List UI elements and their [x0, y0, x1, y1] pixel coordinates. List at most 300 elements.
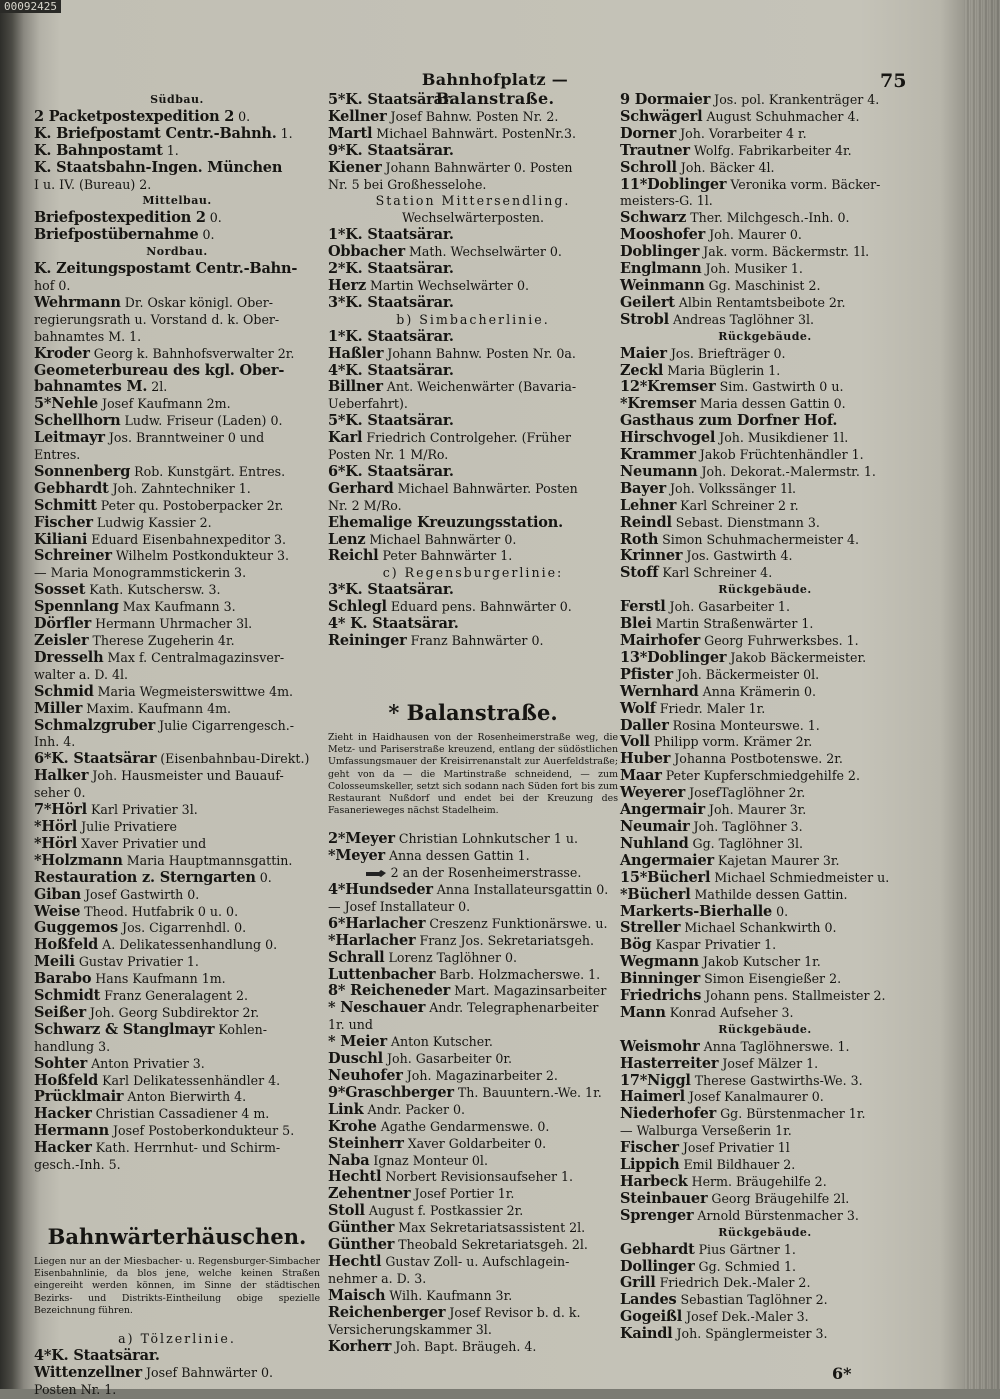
- entry-name: Krammer: [620, 446, 696, 464]
- directory-entry: [328, 1068, 618, 1085]
- entry-text: Rückgebäude.: [718, 583, 812, 597]
- entry-name: Gebhardt: [620, 1240, 695, 1258]
- directory-entry: [34, 1039, 320, 1056]
- entry-text: Joh. Hausmeister und Bauauf-: [88, 768, 284, 784]
- entry-text: Franz Generalagent 2.: [100, 988, 249, 1004]
- entry-name: K. Zeitungspostamt Centr.-Bahn-: [34, 260, 298, 278]
- entry-text: Simon Schuhmachermeister 4.: [658, 531, 860, 547]
- entry-name: Weyerer: [620, 784, 686, 802]
- directory-entry: [328, 831, 618, 848]
- page-number: 75: [880, 70, 907, 92]
- entry-text: Therese Zugeherin 4r.: [88, 633, 235, 648]
- entry-name: *Kremser: [620, 395, 696, 413]
- entry-text: Veronika vorm. Bäcker-: [726, 176, 881, 192]
- directory-entry: [620, 379, 910, 396]
- entry-text: Xaver Goldarbeiter 0.: [403, 1135, 547, 1151]
- directory-entry: [620, 109, 910, 126]
- entry-name: Wegmann: [620, 953, 699, 971]
- entry-name: Dörfler: [34, 615, 92, 633]
- directory-entry: [620, 92, 910, 109]
- entry-text: Lorenz Taglöhner 0.: [384, 949, 517, 965]
- directory-entry: [328, 515, 618, 532]
- directory-entry: [620, 1208, 910, 1225]
- directory-entry: [620, 447, 910, 464]
- directory-entry: [620, 430, 910, 447]
- directory-entry: [34, 937, 320, 954]
- entry-name: Kroder: [34, 344, 90, 362]
- directory-entry: [620, 887, 910, 904]
- entry-text: Entres.: [34, 447, 81, 463]
- directory-entry: [328, 983, 618, 1000]
- directory-entry: [620, 1292, 910, 1309]
- directory-entry: [328, 498, 618, 515]
- entry-text: Josef Postoberkondukteur 5.: [109, 1123, 295, 1139]
- entry-text: Max f. Centralmagazinsver-: [103, 649, 285, 665]
- entry-text: Maria dessen Gattin 0.: [695, 396, 846, 412]
- entry-name: Niederhofer: [620, 1105, 717, 1123]
- entry-text: Christian Lohnkutscher 1 u.: [394, 831, 579, 847]
- entry-name: Günther: [328, 1236, 395, 1254]
- directory-entry: [328, 193, 618, 210]
- entry-text: Rückgebäude.: [718, 1225, 812, 1239]
- entry-name: Kaindl: [620, 1325, 673, 1343]
- entry-name: 15*Bücherl: [620, 868, 711, 886]
- entry-name: Sohter: [34, 1054, 88, 1072]
- directory-entry: [34, 785, 320, 802]
- entry-text: Station Mittersendling.: [375, 193, 571, 209]
- directory-entry: [328, 396, 618, 413]
- directory-entry: [328, 1339, 618, 1356]
- entry-text: 1r. und: [328, 1017, 373, 1033]
- entry-name: Link: [328, 1100, 364, 1118]
- directory-entry: [620, 684, 910, 701]
- directory-entry: [620, 143, 910, 160]
- entry-name: Wehrmann: [34, 293, 121, 311]
- directory-entry: [620, 1326, 910, 1343]
- entry-text: Joh. Dekorat.-Malermstr. 1.: [697, 463, 876, 479]
- directory-entry: [620, 1039, 910, 1056]
- entry-name: Geometerbureau des kgl. Ober-: [34, 361, 285, 379]
- entry-text: Pius Gärtner 1.: [694, 1241, 796, 1257]
- entry-name: Pfister: [620, 665, 673, 683]
- entry-text: Eduard Eisenbahnexpeditor 3.: [87, 531, 287, 547]
- entry-name: 2 Packetpostexpedition 2: [34, 107, 235, 125]
- signature-mark: 6*: [832, 1364, 852, 1383]
- entry-name: Hermann: [34, 1122, 109, 1140]
- directory-entry: [620, 363, 910, 380]
- entry-name: Reindl: [620, 513, 672, 531]
- entry-name: Schwarz: [620, 209, 687, 227]
- entry-text: Johann pens. Stallmeister 2.: [701, 988, 886, 1004]
- entry-name: 12*Kremser: [620, 378, 716, 396]
- directory-entry: [620, 193, 910, 210]
- entry-text: Joh. Spänglermeister 3.: [672, 1326, 828, 1342]
- entry-name: Grill: [620, 1274, 656, 1292]
- entry-name: Maar: [620, 767, 662, 785]
- entry-name: Bayer: [620, 479, 666, 497]
- entry-name: Mooshofer: [620, 226, 706, 244]
- directory-entry: [620, 734, 910, 751]
- entry-name: Strobl: [620, 310, 669, 328]
- entry-name: Mann: [620, 1003, 666, 1021]
- directory-entry: [34, 1365, 320, 1382]
- entry-name: Doblinger: [620, 243, 700, 261]
- entry-name: Duschl: [328, 1050, 383, 1068]
- entry-text: Martin Wechselwärter 0.: [366, 277, 529, 293]
- directory-entry: [328, 244, 618, 261]
- entry-name: Dorner: [620, 124, 677, 142]
- entry-name: Englmann: [620, 260, 702, 278]
- entry-text: 0.: [234, 108, 251, 124]
- entry-text: Kajetan Maurer 3r.: [713, 852, 840, 868]
- directory-entry: [34, 1348, 320, 1365]
- directory-entry: [620, 1309, 910, 1326]
- directory-entry: [328, 848, 618, 865]
- directory-entry: [620, 261, 910, 278]
- entry-text: Rückgebäude.: [718, 329, 812, 343]
- entry-name: Maier: [620, 344, 667, 362]
- entry-text: c) Regensburgerlinie:: [382, 565, 564, 581]
- entry-name: Herz: [328, 276, 366, 294]
- directory-entry: [34, 853, 320, 870]
- directory-entry: [620, 1089, 910, 1106]
- entry-text: Philipp vorm. Krämer 2r.: [649, 734, 813, 750]
- entry-text: Ant. Weichenwärter (Bavaria-: [382, 379, 577, 395]
- entry-text: Joh. Bapt. Bräugeh. 4.: [391, 1338, 537, 1354]
- entry-text: Kath. Kutschersw. 3.: [85, 582, 221, 598]
- entry-text: Th. Bauuntern.-We. 1r.: [453, 1084, 602, 1100]
- directory-entry: [620, 1056, 910, 1073]
- entry-text: 2l.: [147, 379, 168, 395]
- entry-text: Math. Wechselwärter 0.: [404, 244, 562, 260]
- directory-entry: [328, 967, 618, 984]
- entry-text: regierungsrath u. Vorstand d. k. Ober-: [34, 311, 280, 327]
- directory-entry: [34, 481, 320, 498]
- entry-text: Jos. pol. Krankenträger 4.: [710, 92, 880, 107]
- entry-text: Ludw. Friseur (Laden) 0.: [120, 413, 283, 429]
- entry-text: — Maria Monogrammstickerin 3.: [34, 565, 247, 581]
- entry-text: 0.: [205, 210, 222, 226]
- pointing-hand-icon: [365, 869, 387, 879]
- entry-name: Kiener: [328, 158, 382, 176]
- entry-name: Billner: [328, 378, 383, 396]
- entry-name: Dollinger: [620, 1257, 695, 1275]
- column-2: [328, 92, 618, 1355]
- entry-name: Sonnenberg: [34, 462, 131, 480]
- entry-text: Josef Revisor b. d. k.: [445, 1304, 581, 1320]
- entry-text: hof 0.: [34, 277, 71, 293]
- entry-text: Simon Eisengießer 2.: [700, 971, 842, 987]
- entry-text: Julie Cigarrengesch.-: [155, 717, 294, 733]
- subsection-label: [620, 582, 910, 599]
- entry-name: Maisch: [328, 1286, 386, 1304]
- entry-name: Hasterreiter: [620, 1054, 719, 1072]
- directory-entry: [620, 532, 910, 549]
- entry-name: Ferstl: [620, 598, 666, 616]
- entry-text: Norbert Revisionsaufseher 1.: [381, 1169, 574, 1185]
- entry-text: walter a. D. 4l.: [34, 666, 129, 682]
- entry-text: a) Tölzerlinie.: [118, 1331, 236, 1347]
- entry-name: Gasthaus zum Dorfner Hof.: [620, 412, 838, 430]
- directory-entry: [620, 633, 910, 650]
- directory-entry: [328, 278, 618, 295]
- entry-text: Michael Bahnwärter 0.: [365, 531, 517, 547]
- directory-entry: [328, 899, 618, 916]
- entry-text: Creszenz Funktionärswe. u.: [425, 915, 608, 931]
- entry-name: 4*K. Staatsärar.: [34, 1346, 160, 1364]
- entry-text: Martin Straßenwärter 1.: [651, 616, 814, 632]
- entry-text: Joh. Volkssänger 1l.: [665, 480, 797, 496]
- entry-name: 1*K. Staatsärar.: [328, 226, 454, 244]
- entry-text: Arnold Bürstenmacher 3.: [693, 1207, 859, 1223]
- entry-text: Joh. Bäckermeister 0l.: [672, 666, 820, 682]
- spacer: [328, 650, 618, 690]
- entry-text: Friedrich Controlgeher. (Früher: [362, 430, 571, 446]
- entry-text: Gustav Zoll- u. Aufschlagein-: [381, 1253, 570, 1269]
- entry-text: Johann Bahnwärter 0. Posten: [381, 159, 573, 175]
- entry-name: * Neschauer: [328, 999, 426, 1017]
- entry-text: Jak. vorm. Bäckermstr. 1l.: [699, 244, 870, 260]
- directory-entry: [328, 1017, 618, 1034]
- entry-name: Weise: [34, 902, 81, 920]
- directory-entry: [328, 329, 618, 346]
- directory-entry: [620, 836, 910, 853]
- directory-entry: [328, 882, 618, 899]
- entry-text: Ludwig Kassier 2.: [92, 514, 212, 530]
- entry-name: 4*K. Staatsärar.: [328, 361, 454, 379]
- entry-name: Reichl: [328, 547, 379, 565]
- entry-name: Voll: [620, 733, 650, 751]
- entry-text: Wechselwärterposten.: [401, 210, 545, 226]
- entry-name: 9*K. Staatsärar.: [328, 141, 454, 159]
- entry-text: Joh. Maurer 0.: [705, 227, 802, 243]
- entry-text: Nordbau.: [146, 245, 208, 259]
- entry-name: 11*Doblinger: [620, 175, 727, 193]
- entry-text: Joh. Musiker 1.: [701, 261, 803, 277]
- entry-text: b) Simbacherlinie.: [396, 311, 550, 327]
- subsection-label: [620, 1225, 910, 1242]
- entry-text: Anna Taglöhnerswe. 1.: [699, 1038, 850, 1054]
- entry-name: Schrall: [328, 948, 385, 966]
- entry-name: Zeisler: [34, 632, 89, 649]
- entry-name: Giban: [34, 885, 81, 903]
- entry-text: 0.: [198, 227, 215, 243]
- entry-text: Sebast. Dienstmann 3.: [671, 514, 820, 530]
- directory-entry: [620, 464, 910, 481]
- entry-name: Binninger: [620, 970, 701, 988]
- book-edge: [964, 0, 1000, 1389]
- entry-name: Hacker: [34, 1139, 92, 1157]
- directory-entry: [620, 346, 910, 363]
- directory-entry: [620, 768, 910, 785]
- directory-entry: [34, 650, 320, 667]
- entry-text: Hans Kaufmann 1m.: [91, 971, 226, 987]
- directory-entry: [620, 667, 910, 684]
- entry-name: Kiliani: [34, 530, 88, 548]
- entry-text: handlung 3.: [34, 1038, 111, 1054]
- entry-name: Trautner: [620, 141, 690, 159]
- entry-text: Rosina Monteurswe. 1.: [668, 717, 820, 733]
- directory-entry: [34, 396, 320, 413]
- entry-text: 0.: [772, 903, 789, 919]
- directory-entry: [620, 785, 910, 802]
- subsection-label: [34, 244, 320, 261]
- entry-text: Nr. 2 M/Ro.: [328, 497, 402, 513]
- entry-name: 17*Niggl: [620, 1071, 691, 1089]
- entry-text: Karl Schreiner 4.: [658, 565, 773, 581]
- entry-text: Josef Gastwirth 0.: [80, 886, 200, 902]
- directory-entry: [34, 802, 320, 819]
- directory-entry: [328, 413, 618, 430]
- entry-text: Michael Bahnwärt. PostenNr.3.: [372, 125, 577, 141]
- section-note: [328, 732, 618, 817]
- directory-entry: [328, 865, 618, 882]
- entry-name: Roth: [620, 530, 659, 548]
- entry-name: 9*Graschberger: [328, 1083, 454, 1101]
- entry-text: Anna dessen Gattin 1.: [384, 848, 530, 864]
- entry-text: Maria Wegmeisterswittwe 4m.: [93, 683, 294, 699]
- entry-name: Schmitt: [34, 496, 97, 514]
- entry-name: 3*K. Staatsärar.: [328, 293, 454, 311]
- entry-name: Briefpostübernahme: [34, 226, 199, 244]
- entry-name: Lippich: [620, 1156, 680, 1174]
- column-1: [34, 92, 320, 1399]
- subsection-label: [34, 193, 320, 210]
- directory-entry: [34, 430, 320, 447]
- entry-name: Spennlang: [34, 598, 119, 616]
- entry-text: Maxim. Kaufmann 4m.: [82, 700, 232, 716]
- entry-text: Christian Cassadiener 4 m.: [91, 1106, 270, 1122]
- directory-entry: [328, 1254, 618, 1271]
- entry-text: Mathilde dessen Gattin.: [690, 886, 848, 902]
- entry-name: 6*K. Staatsärar.: [328, 462, 454, 480]
- entry-text: I u. IV. (Bureau) 2.: [34, 176, 152, 192]
- entry-name: Zehentner: [328, 1185, 411, 1203]
- directory-entry: [328, 430, 618, 447]
- directory-entry: [620, 1157, 910, 1174]
- directory-entry: [620, 548, 910, 565]
- entry-text: Bahnwärterhäuschen.: [47, 1224, 307, 1249]
- directory-entry: [34, 904, 320, 921]
- directory-entry: [620, 971, 910, 988]
- directory-entry: [34, 329, 320, 346]
- directory-entry: [328, 532, 618, 549]
- entry-name: 1*K. Staatsärar.: [328, 327, 454, 345]
- entry-name: 8* Reicheneder: [328, 982, 451, 1000]
- entry-name: * Meier: [328, 1033, 387, 1051]
- directory-entry: [620, 126, 910, 143]
- directory-entry: [328, 1271, 618, 1288]
- entry-name: Korherr: [328, 1337, 392, 1355]
- directory-entry: [620, 396, 910, 413]
- directory-entry: [34, 684, 320, 701]
- entry-text: Peter Bahnwärter 1.: [378, 548, 513, 564]
- entry-name: Schmidt: [34, 987, 101, 1005]
- directory-entry: [328, 109, 618, 126]
- entry-text: Anna Installateursgattin 0.: [432, 882, 609, 898]
- entry-name: 6*K. Staatsärar: [34, 750, 157, 768]
- entry-text: 0.: [255, 869, 272, 885]
- entry-text: Mart. Magazinsarbeiter: [450, 983, 607, 999]
- directory-entry: [328, 1153, 618, 1170]
- entry-text: Konrad Aufseher 3.: [665, 1004, 794, 1020]
- entry-text: Rob. Kunstgärt. Entres.: [130, 463, 286, 479]
- directory-entry: [34, 599, 320, 616]
- directory-entry: [620, 988, 910, 1005]
- entry-name: Schellhorn: [34, 412, 121, 430]
- entry-text: Andr. Telegraphenarbeiter: [425, 1000, 599, 1016]
- entry-name: *Hörl: [34, 834, 78, 852]
- entry-name: Reichenberger: [328, 1303, 446, 1321]
- directory-entry: [34, 1382, 320, 1399]
- directory-entry: [34, 160, 320, 177]
- directory-entry: [328, 633, 618, 650]
- directory-entry: [328, 160, 618, 177]
- entry-text: Jos. Briefträger 0.: [666, 345, 786, 361]
- entry-name: Wolf: [620, 699, 656, 717]
- entry-name: Schwarz & Stanglmayr: [34, 1020, 215, 1038]
- entry-text: Anton Kutscher.: [386, 1034, 493, 1050]
- entry-text: 1.: [276, 125, 293, 141]
- directory-entry: [620, 920, 910, 937]
- directory-entry: [328, 1203, 618, 1220]
- directory-entry: [328, 312, 618, 329]
- directory-entry: [620, 1259, 910, 1276]
- directory-entry: [620, 954, 910, 971]
- entry-text: Joh. Gasarbeiter 0r.: [382, 1051, 513, 1067]
- entry-text: Wilhelm Postkondukteur 3.: [111, 548, 290, 564]
- entry-name: 5*Nehle: [34, 395, 99, 413]
- entry-text: Emil Bildhauer 2.: [679, 1157, 796, 1173]
- directory-entry: [328, 1237, 618, 1254]
- entry-name: K. Bahnpostamt: [34, 141, 163, 159]
- entry-text: Franz Bahnwärter 0.: [406, 633, 544, 648]
- entry-name: 7*Hörl: [34, 801, 87, 819]
- directory-entry: [34, 971, 320, 988]
- entry-name: 4*Hundseder: [328, 881, 433, 899]
- entry-text: Karl Privatier 3l.: [87, 802, 198, 818]
- directory-entry: [34, 1005, 320, 1022]
- entry-name: Friedrichs: [620, 987, 702, 1005]
- directory-entry: [620, 1174, 910, 1191]
- entry-text: Herm. Bräugehilfe 2.: [687, 1174, 827, 1189]
- entry-name: Gebhardt: [34, 479, 109, 497]
- entry-text: Julie Privatiere: [77, 818, 177, 834]
- directory-entry: [620, 565, 910, 582]
- entry-name: Schmid: [34, 682, 94, 700]
- directory-entry: [328, 1051, 618, 1068]
- entry-text: Georg k. Bahnhofsverwalter 2r.: [89, 345, 295, 361]
- entry-name: 2*Meyer: [328, 830, 395, 848]
- directory-entry: [34, 464, 320, 481]
- entry-name: Halker: [34, 767, 89, 785]
- directory-entry: [620, 515, 910, 532]
- entry-text: Jos. Branntweiner 0 und: [104, 430, 265, 446]
- entry-name: Markerts-Bierhalle: [620, 902, 773, 920]
- entry-name: Gogeißl: [620, 1308, 683, 1326]
- entry-text: Josef Bahnwärter 0.: [141, 1364, 274, 1380]
- entry-name: Kellner: [328, 107, 387, 125]
- directory-entry: [328, 464, 618, 481]
- directory-entry: [34, 1056, 320, 1073]
- directory-entry: [620, 616, 910, 633]
- spacer: [34, 1174, 320, 1214]
- directory-entry: [34, 210, 320, 227]
- entry-text: Nr. 5 bei Großhesselohe.: [328, 176, 487, 192]
- entry-name: Hoßfeld: [34, 1071, 99, 1089]
- subsection-label: [620, 329, 910, 346]
- directory-entry: [620, 1005, 910, 1022]
